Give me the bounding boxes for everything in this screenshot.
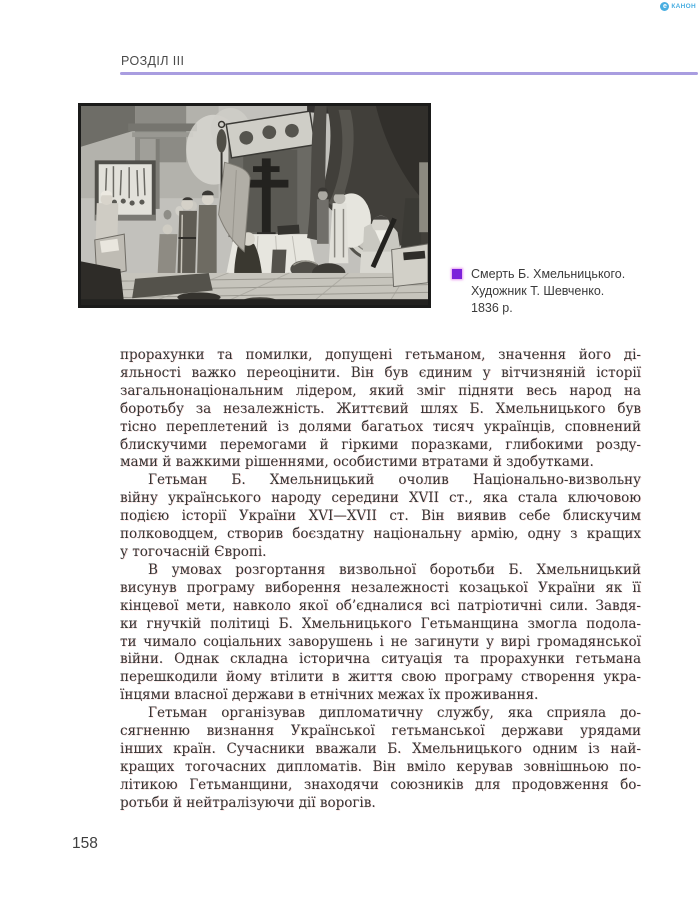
body-line: Гетьман Б. Хмельницький очолив Національно-визвольну [148,472,641,489]
body-line: сягненню визнання Української гетьманської держави урядами [120,723,641,740]
body-line: полководцем, створив боєздатну національну армію, одну з кращих [120,526,641,543]
body-line: боротьбу за незалежність. Життєвий шлях Б. Хмельницького був [120,400,641,417]
body-line: ротьби й нейтралізуючи дії ворогів. [120,794,376,811]
paragraph [120,347,641,472]
body-line: перешкодили йому втілити в життя свою програму створення укра- [120,669,641,686]
paragraph [120,562,641,705]
body-line: ки гнучкій політиці Б. Хмельницького Гетьманщина змогла подола- [120,615,641,632]
body-text [120,347,641,813]
body-line: В умовах розгортання визвольної боротьби Б. Хмельницький [148,561,641,578]
watermark-e-icon: е [660,2,669,11]
body-line: прорахунки та помилки, допущені гетьманом, значення його ді- [120,347,641,363]
body-line: їнцями власної держави в етнічних межах їх проживання. [120,687,539,704]
paragraph [120,705,641,812]
page-number: 158 [72,835,98,852]
chapter-heading: РОЗДІЛ III [121,54,185,68]
body-line: Гетьман організував дипломатичну службу, яка сприяла до- [148,705,641,722]
chapter-divider-rule [120,72,698,75]
body-line: подією історії України XVI—XVII ст. Він виявив себе блискучим [120,508,641,525]
body-line: загальнонаціональним лідером, який зміг підняти весь народ на [120,382,641,399]
body-line: блискучими перемогами й гіркими поразками, глибокими розду- [120,436,641,453]
body-line: ти чимало соціальних заворушень і не загинути у вирі громадянської [120,633,641,650]
body-line: війну українського народу середини XVII ст., яка стала ключовою [120,490,641,507]
caption-bullet-icon [452,269,462,279]
body-line: висунув програму виборення незалежності козацької України як її [120,579,641,596]
painting-illustration [81,106,428,305]
body-line: мами й важкими рішеннями, особистими втратами й здобутками. [120,454,594,471]
body-line: інших країн. Сучасники вважали Б. Хмельницького одним із най- [120,740,641,757]
body-line: яльності важко переоцінити. Він був єдиним у вітчизняній історії [120,364,641,381]
caption-line: Художник Т. Шевченко. [471,284,605,298]
body-line: тісно переплетений із долями багатьох тисяч українців, сповнений [120,418,641,435]
caption-line: Смерть Б. Хмельницького. [471,267,626,281]
body-line: літикою Гетьманщини, знаходячи союзників для продовження бо- [120,776,641,793]
paragraph [120,472,641,562]
caption-line: 1836 р. [471,301,513,315]
watermark-label: КАНОН [671,3,696,10]
body-line: кінцевої мети, навколо якої об’єдналися всі патріотичні сили. Завдя- [120,597,641,614]
figure-caption [452,266,672,317]
body-line: кращих тогочасних дипломатів. Він вміло керував зовнішньою по- [120,758,641,775]
body-line: війни. Однак складна історична ситуація та прорахунки гетьмана [120,651,641,668]
caption-text [471,266,625,317]
body-line: у тогочасній Європі. [120,543,267,560]
site-watermark [660,2,696,11]
painting-death-of-khmelnytsky [78,103,431,308]
